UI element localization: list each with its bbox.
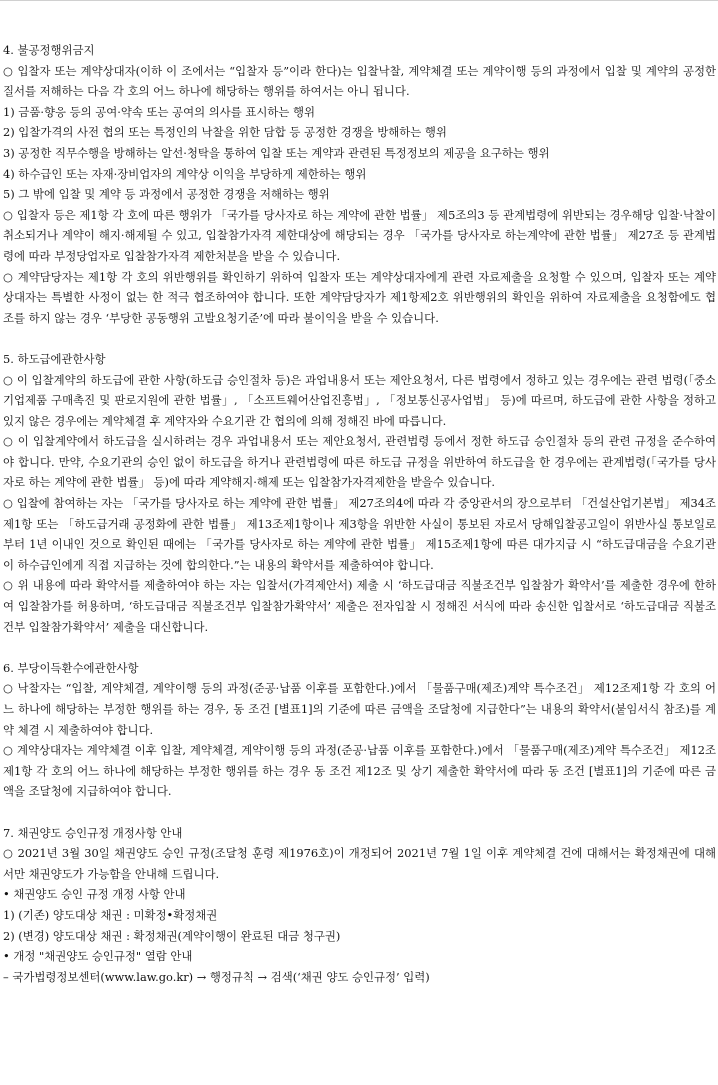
paragraph: ○ 입찰자 또는 계약상대자(이하 이 조에서는 “입찰자 등”이라 한다)는 입찰낙찰, 계약체결 또는 계약이행 등의 과정에서 입찰 및 계약의 공정한 질서를 저해하는 다음 각 호의 어느 하나에 해당하는 행위를 하여서는 아니 됩니다. [3, 63, 716, 99]
section-bond-transfer [3, 823, 716, 988]
list-item: 1) 금품·향응 등의 공여·약속 또는 공여의 의사를 표시하는 행위 [3, 104, 315, 119]
section-subcontracting [3, 349, 716, 637]
document-body [3, 40, 716, 987]
paragraph: ○ 낙찰자는 “입찰, 계약체결, 계약이행 등의 과정(준공·납품 이후를 포함한다.)에서 「물품구매(제조)계약 특수조건」 제12조제1항 각 호의 어느 하나에 해당하는 부정한 행위를 하는 경우, 동 조건 [별표1]의 기준에 따른 금액을 조달청에 지급한다”는 내용의 확약서(붙임서식 참조)를 계약 체결 시 제출하여야 합니다. [3, 681, 716, 737]
section-spacer [3, 802, 716, 823]
paragraph: ○ 계약담당자는 제1항 각 호의 위반행위를 확인하기 위하여 입찰자 또는 계약상대자에게 관련 자료제출을 요청할 수 있으며, 입찰자 또는 계약상대자는 특별한 사정이 없는 한 적극 협조하여야 합니다. 또한 계약담당자가 제1항제2호 위반행위의 확인을 위하여 자료제출을 요청함에도 협조를 하지 않는 경우 ‘부당한 공동행위 고발요청기준’에 따라 불이익을 받을 수 있습니다. [3, 269, 716, 325]
paragraph: ○ 위 내용에 따라 확약서를 제출하여야 하는 자는 입찰서(가격제안서) 제출 시 ‘하도급대금 직불조건부 입찰참가 확약서’를 제출한 경우에 한하여 입찰참가를 허용하며, ‘하도급대금 직불조건부 입찰참가확약서’ 제출은 전자입찰 시 정해진 서식에 따라 송신한 입찰서로 ‘하도급대금 직불조건부 입찰참가확약서’ 제출을 대신합니다. [3, 578, 716, 634]
section-heading: 6. 부당이득환수에관한사항 [3, 660, 139, 675]
list-item: 2) (변경) 양도대상 채권 : 확정채권(계약이행이 완료된 대금 청구권) [3, 928, 341, 943]
bullet-item: • 채권양도 승인 규정 개정 사항 안내 [3, 887, 186, 902]
paragraph: ○ 이 입찰계약에서 하도급을 실시하려는 경우 과업내용서 또는 제안요청서, 관련법령 등에서 정한 하도급 승인절차 등의 관련 규정을 준수하여야 합니다. 만약, 수요기관의 승인 없이 하도급을 하거나 관련법령에 따른 하도급 규정을 위반하여 하도급을 한 경우에는 관계법령(「국가를 당사자로 하는 계약에 관한 법률」 등)에 따라 계약해지·해제 또는 입찰참가자격제한을 받을수 있습니다. [3, 434, 716, 490]
section-unfair-practices [3, 40, 716, 328]
section-spacer [3, 328, 716, 349]
list-item: 2) 입찰가격의 사전 협의 또는 특정인의 낙찰을 위한 담합 등 공정한 경쟁을 방해하는 행위 [3, 125, 447, 140]
section-heading: 5. 하도급에관한사항 [3, 351, 106, 366]
paragraph: ○ 계약상대자는 계약체결 이후 입찰, 계약체결, 계약이행 등의 과정(준공·납품 이후를 포함한다.)에서 「물품구매(제조)계약 특수조건」 제12조 제1항 각 호의 어느 하나에 해당하는 부정한 행위를 하는 경우 동 조건 제12조 및 상기 제출한 확약서에 따라 동 조건 [별표1]의 기준에 따른 금액을 조달청에 지급하여야 합니다. [3, 743, 716, 799]
list-item: 3) 공정한 직무수행을 방해하는 알선·청탁을 통하여 입찰 또는 계약과 관련된 특정정보의 제공을 요구하는 행위 [3, 145, 550, 160]
list-item: 5) 그 밖에 입찰 및 계약 등 과정에서 공정한 경쟁을 저해하는 행위 [3, 187, 330, 202]
paragraph: ○ 입찰에 참여하는 자는 「국가를 당사자로 하는 계약에 관한 법률」 제27조의4에 따라 각 중앙관서의 장으로부터 「건설산업기본법」 제34조제1항 또는 「하도급거래 공정화에 관한 법률」 제13조제1항이나 제3항을 위반한 사실이 통보된 자로서 당해입찰공고일이 위반사실 통보일로부터 1년 이내인 것으로 확인된 때에는 「국가를 당사자로 하는 계약에 관한 법률」 제15조제1항에 따른 대가지급 시 “하도급대금을 수요기관이 하수급인에게 직접 지급하는 것에 합의한다.”는 내용의 확약서를 제출하여야 합니다. [3, 496, 716, 572]
section-heading: 4. 불공정행위금지 [3, 43, 95, 57]
paragraph: ○ 이 입찰계약의 하도급에 관한 사항(하도급 승인절차 등)은 과업내용서 또는 제안요청서, 다른 법령에서 정하고 있는 경우에는 관련 법령(「중소기업제품 구매촉진 및 판로지원에 관한 법률」, 「소프트웨어산업진흥법」, 「정보통신공사업법」 등)에 따르며, 하도급에 관한 사항을 정하고 있지 않은 경우에는 계약체결 후 계약자와 수요기관 간 협의에 의해 정해진 바에 따릅니다. [3, 372, 716, 428]
bullet-item: • 개정 "채권양도 승인규정" 열람 안내 [3, 949, 193, 964]
section-unjust-enrichment [3, 658, 716, 802]
paragraph: ○ 입찰자 등은 제1항 각 호에 따른 행위가 「국가를 당사자로 하는 계약에 관한 법률」 제5조의3 등 관계법령에 위반되는 경우해당 입찰·낙찰이 취소되거나 계약이 해지·해제될 수 있고, 입찰참가자격 제한대상에 해당되는 경우 「국가를 당사자로 하는계약에 관한 법률」 제27조 등 관계법령에 따라 부정당업자로 입찰참가자격 제한처분을 받을 수 있습니다. [3, 207, 716, 263]
section-spacer [3, 637, 716, 658]
list-item: 1) (기존) 양도대상 채권 : 미확정•확정채권 [3, 907, 218, 922]
section-heading: 7. 채권양도 승인규정 개정사항 안내 [3, 825, 183, 840]
link-instruction: – 국가법령정보센터(www.law.go.kr) → 행정규칙 → 검색(‘채권 양도 승인규정’ 입력) [3, 969, 430, 984]
top-border-line [0, 0, 718, 1]
list-item: 4) 하수급인 또는 자재·장비업자의 계약상 이익을 부당하게 제한하는 행위 [3, 166, 367, 181]
paragraph: ○ 2021년 3월 30일 채권양도 승인 규정(조달청 훈령 제1976호)이 개정되어 2021년 7월 1일 이후 계약체결 건에 대해서는 확정채권에 대해서만 채권양도가 가능함을 안내해 드립니다. [3, 846, 716, 881]
